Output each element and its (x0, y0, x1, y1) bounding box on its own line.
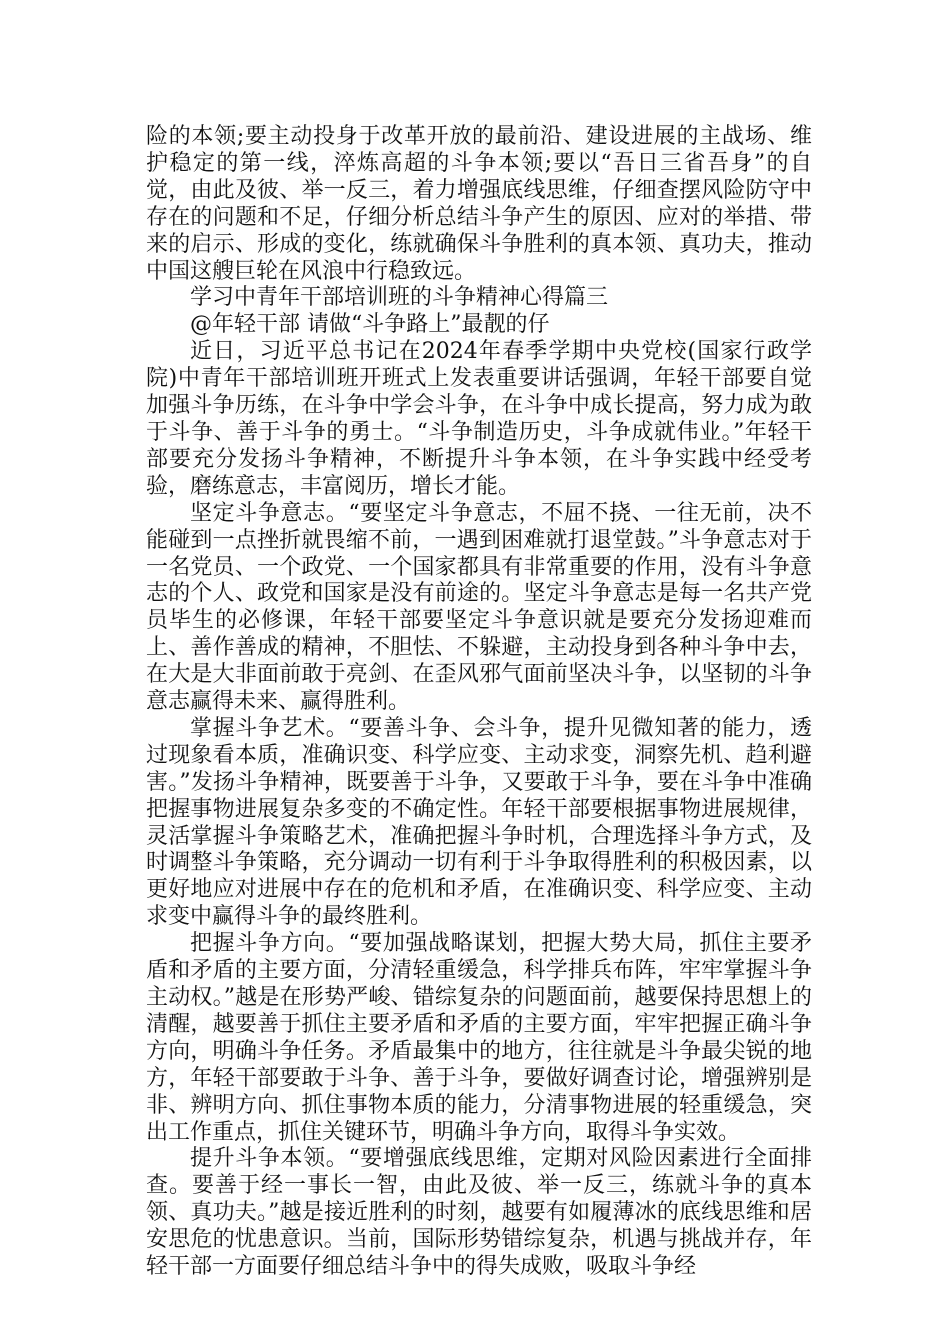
section-title: 学习中青年干部培训班的斗争精神心得篇三 (190, 285, 609, 311)
paragraph-will: 坚定斗争意志。“要坚定斗争意志，不屈不挠、一往无前，决不能碰到一点挫折就畏缩不前，一遇到困难就打退堂鼓。”斗争意志对于一名党员、一个政党、一个国家都具有非常重要的作用，没有斗争意志的个人、政党和国家是没有前途的。坚定斗争意志是每一名共产党员毕生的必修课，年轻干部要坚定斗争意识就是要充分发扬迎难而上、善作善成的精神，不胆怯、不躲避，主动投身到各种斗争中去，在大是大非面前敢于亮剑、在歪风邪气面前坚决斗争，以坚韧的斗争意志赢得未来、赢得胜利。 (146, 500, 812, 715)
document-page (146, 124, 812, 1281)
section-subtitle: @年轻干部 请做“斗争路上”最靓的仔 (190, 312, 550, 338)
paragraph-skill: 提升斗争本领。“要增强底线思维，定期对风险因素进行全面排查。要善于经一事长一智，由此及彼、举一反三，练就斗争的真本领、真功夫。”越是接近胜利的时刻，越要有如履薄冰的底线思维和居安思危的忧患意识。当前，国际形势错综复杂，机遇与挑战并存，年轻干部一方面要仔细总结斗争中的得失成败，吸取斗争经 (146, 1146, 812, 1280)
paragraph-direction: 把握斗争方向。“要加强战略谋划，把握大势大局，抓住主要矛盾和矛盾的主要方面，分清轻重缓急，科学排兵布阵，牢牢掌握斗争主动权。”越是在形势严峻、错综复杂的问题面前，越要保持思想上的清醒，越要善于抓住主要矛盾和矛盾的主要方面，牢牢把握正确斗争方向，明确斗争任务。矛盾最集中的地方，往往就是斗争最尖锐的地方，年轻干部要敢于斗争、善于斗争，要做好调查讨论，增强辨别是非、辨明方向、抓住事物本质的能力，分清事物进展的轻重缓急，突出工作重点，抓住关键环节，明确斗争方向，取得斗争实效。 (146, 931, 812, 1145)
paragraph-intro: 近日，习近平总书记在2024年春季学期中央党校(国家行政学院)中青年干部培训班开班式上发表重要讲话强调，年轻干部要自觉加强斗争历练，在斗争中学会斗争，在斗争中成长提高，努力成为敢于斗争、善于斗争的勇士。“斗争制造历史，斗争成就伟业。”年轻干部要充分发扬斗争精神，不断提升斗争本领，在斗争实践中经受考验，磨练意志，丰富阅历，增长才能。 (146, 339, 812, 499)
paragraph-1: 险的本领;要主动投身于改革开放的最前沿、建设进展的主战场、维护稳定的第一线，淬炼高超的斗争本领;要以“吾日三省吾身”的自觉，由此及彼、举一反三，着力增强底线思维，仔细查摆风险防守中存在的问题和不足，仔细分析总结斗争产生的原因、应对的举措、带来的启示、形成的变化，练就确保斗争胜利的真本领、真功夫，推动中国这艘巨轮在风浪中行稳致远。 (146, 124, 812, 284)
paragraph-art: 掌握斗争艺术。“要善斗争、会斗争，提升见微知著的能力，透过现象看本质，准确识变、科学应变、主动求变，洞察先机、趋利避害。”发扬斗争精神，既要善于斗争，又要敢于斗争，要在斗争中准确把握事物进展复杂多变的不确定性。年轻干部要根据事物进展规律，灵活掌握斗争策略艺术，准确把握斗争时机，合理选择斗争方式，及时调整斗争策略，充分调动一切有利于斗争取得胜利的积极因素，以更好地应对进展中存在的危机和矛盾，在准确识变、科学应变、主动求变中赢得斗争的最终胜利。 (146, 715, 812, 930)
